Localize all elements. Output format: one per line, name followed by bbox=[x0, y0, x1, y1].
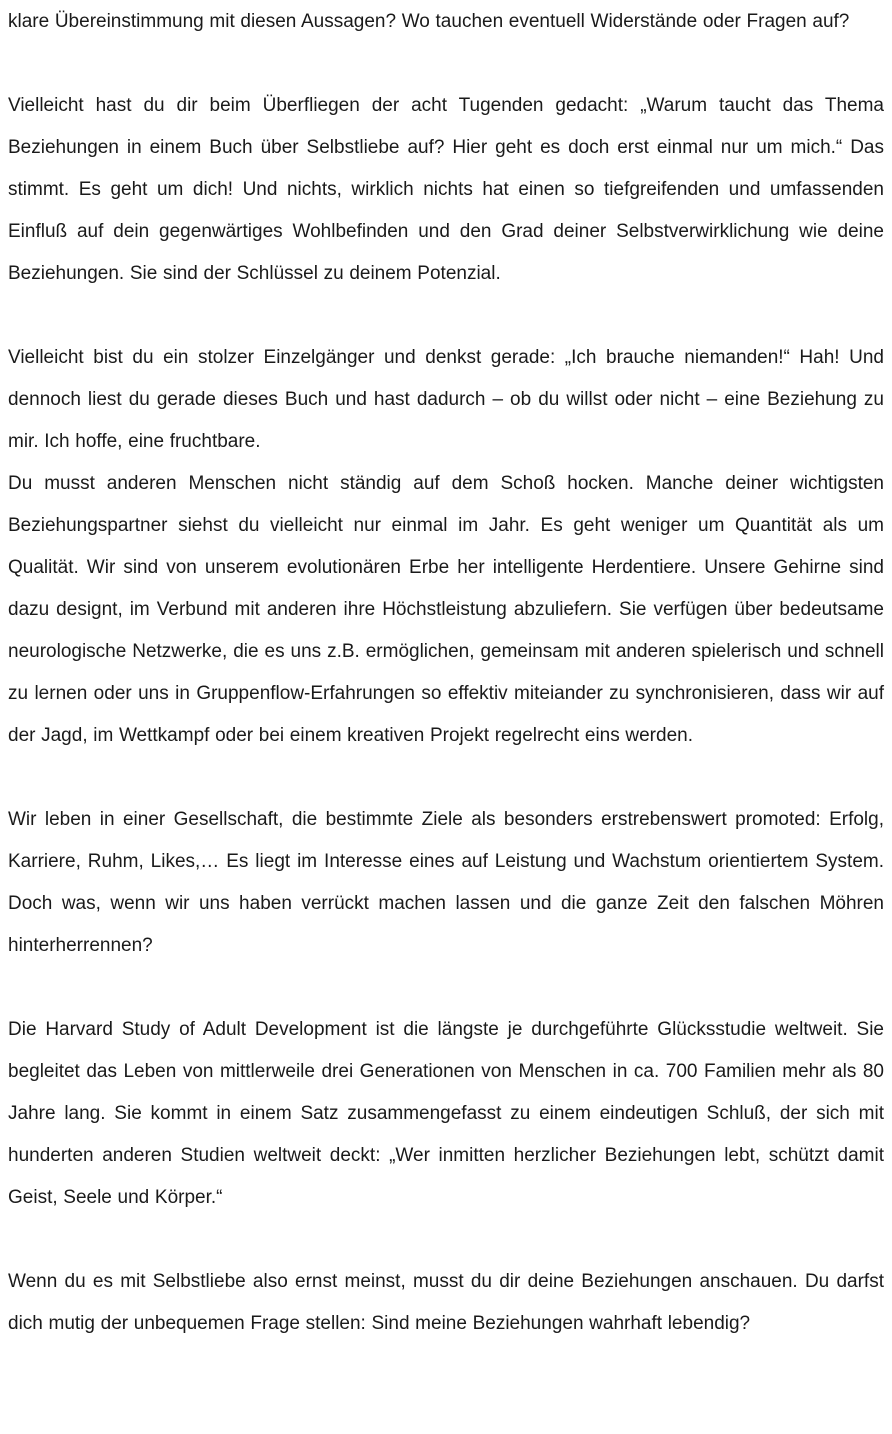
paragraph: Die Harvard Study of Adult Development ist die längste je durchgeführte Glücksstudie weltweit. Sie begleitet das Leben von mittlerweile drei Generationen von Menschen in ca. 700 Familien mehr als 80 Jahre lang. Sie kommt in einem Satz zusammengefasst zu einem eindeutigen Schluß, der sich mit hunderten anderen Studien weltweit deckt: „Wer inmitten herzlicher Beziehungen lebt, schützt damit Geist, Seele und Körper.“ bbox=[8, 1019, 884, 1208]
paragraph: Vielleicht hast du dir beim Überfliegen der acht Tugenden gedacht: „Warum taucht das Thema Beziehungen in einem Buch über Selbstliebe auf? Hier geht es doch erst einmal nur um mich.“ Das stimmt. Es geht um dich! Und nichts, wirklich nichts hat einen so tiefgreifenden und umfassenden Einfluß auf dein gegenwärtiges Wohlbefinden und den Grad deiner Selbstverwirklichung wie deine Beziehungen. Sie sind der Schlüssel zu deinem Potenzial. bbox=[8, 95, 884, 284]
paragraph: Vielleicht bist du ein stolzer Einzelgänger und denkst gerade: „Ich brauche niemanden!“ Hah! Und dennoch liest du gerade dieses Buch und hast dadurch – ob du willst oder nicht – eine Beziehung zu mir. Ich hoffe, eine fruchtbare. bbox=[8, 347, 884, 452]
document-body bbox=[8, 1, 884, 1345]
paragraph: Wenn du es mit Selbstliebe also ernst meinst, musst du dir deine Beziehungen anschauen. Du darfst dich mutig der unbequemen Frage stellen: Sind meine Beziehungen wahrhaft lebendig? bbox=[8, 1271, 884, 1334]
paragraph: Wir leben in einer Gesellschaft, die bestimmte Ziele als besonders erstrebenswert promoted: Erfolg, Karriere, Ruhm, Likes,… Es liegt im Interesse eines auf Leistung und Wachstum orientiertem System. Doch was, wenn wir uns haben verrückt machen lassen und die ganze Zeit den falschen Möhren hinterherrennen? bbox=[8, 809, 884, 956]
paragraph: Du musst anderen Menschen nicht ständig auf dem Schoß hocken. Manche deiner wichtigsten Beziehungspartner siehst du vielleicht nur einmal im Jahr. Es geht weniger um Quantität als um Qualität. Wir sind von unserem evolutionären Erbe her intelligente Herdentiere. Unsere Gehirne sind dazu designt, im Verbund mit anderen ihre Höchstleistung abzuliefern. Sie verfügen über bedeutsame neurologische Netzwerke, die es uns z.B. ermöglichen, gemeinsam mit anderen spielerisch und schnell zu lernen oder uns in Gruppenflow-Erfahrungen so effektiv miteiander zu synchronisieren, dass wir auf der Jagd, im Wettkampf oder bei einem kreativen Projekt regelrecht eins werden. bbox=[8, 473, 884, 746]
paragraph: klare Übereinstimmung mit diesen Aussagen? Wo tauchen eventuell Widerstände oder Fragen auf? bbox=[8, 11, 850, 32]
